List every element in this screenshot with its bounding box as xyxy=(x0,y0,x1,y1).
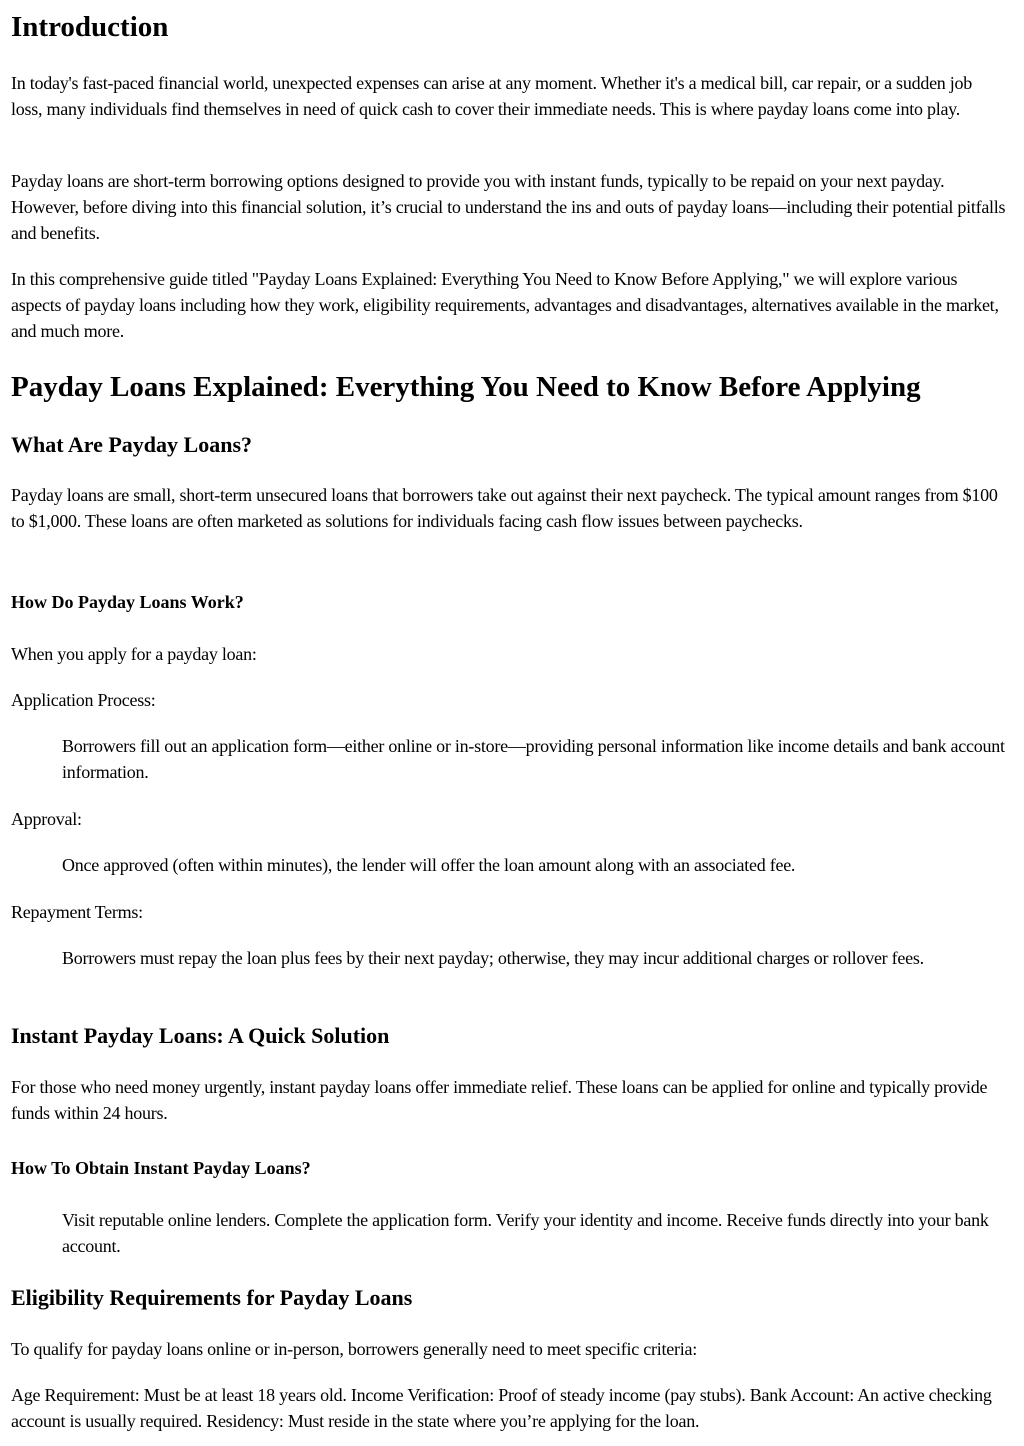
instant-paragraph: For those who need money urgently, instant payday loans offer immediate relief. These loans can be applied for online and typically provide funds within 24 hours. xyxy=(11,1077,988,1123)
obtain-instant-text: Visit reputable online lenders. Complete the application form. Verify your identity and income. Receive funds directly into your bank account. xyxy=(62,1210,989,1256)
eligibility-paragraph-2: Age Requirement: Must be at least 18 years old. Income Verification: Proof of steady income (pay stubs). Bank Account: An active checking account is usually required. Residency: Must reside in the state where you’re applying for the loan. xyxy=(11,1385,992,1431)
step-desc-application: Borrowers fill out an application form—either online or in-store—providing personal information like income details and bank account information. xyxy=(62,736,1005,782)
step-desc-approval: Once approved (often within minutes), the lender will offer the loan amount along with an associated fee. xyxy=(62,855,796,875)
how-work-lead: When you apply for a payday loan: xyxy=(11,644,257,664)
step-term-approval: Approval: xyxy=(11,809,82,829)
how-loans-work-heading: How Do Payday Loans Work? xyxy=(11,592,244,612)
step-term-repayment: Repayment Terms: xyxy=(11,902,143,922)
what-are-paragraph: Payday loans are small, short-term unsecured loans that borrowers take out against their next paycheck. The typical amount ranges from $100 to $1,000. These loans are often marketed as solutions for individuals facing cash flow issues between paychecks. xyxy=(11,485,998,531)
main-title: Payday Loans Explained: Everything You Need to Know Before Applying xyxy=(11,371,921,403)
eligibility-heading: Eligibility Requirements for Payday Loans xyxy=(11,1285,413,1310)
eligibility-paragraph-1: To qualify for payday loans online or in-person, borrowers generally need to meet specific criteria: xyxy=(11,1339,697,1359)
what-are-payday-loans-heading: What Are Payday Loans? xyxy=(11,432,253,457)
intro-paragraph-3: In this comprehensive guide titled "Payday Loans Explained: Everything You Need to Know Before Applying," we will explore various aspects of payday loans including how they work, eligibility requirements, advantages and disadvantages, alternatives available in the market, and much more. xyxy=(11,269,999,341)
intro-paragraph-2: Payday loans are short-term borrowing options designed to provide you with instant funds, typically to be repaid on your next payday. However, before diving into this financial solution, it’s crucial to understand the ins and outs of payday loans—including their potential pitfalls and benefits. xyxy=(11,171,1006,243)
intro-paragraph-1: In today's fast-paced financial world, unexpected expenses can arise at any moment. Whether it's a medical bill, car repair, or a sudden job loss, many individuals find themselves in need of quick cash to cover their immediate needs. This is where payday loans come into play. xyxy=(11,73,973,119)
step-desc-repayment: Borrowers must repay the loan plus fees by their next payday; otherwise, they may incur additional charges or rollover fees. xyxy=(62,948,924,968)
obtain-instant-loans-heading: How To Obtain Instant Payday Loans? xyxy=(11,1158,311,1178)
introduction-heading: Introduction xyxy=(11,11,169,43)
step-term-application: Application Process: xyxy=(11,690,156,710)
instant-loans-heading: Instant Payday Loans: A Quick Solution xyxy=(11,1023,390,1048)
